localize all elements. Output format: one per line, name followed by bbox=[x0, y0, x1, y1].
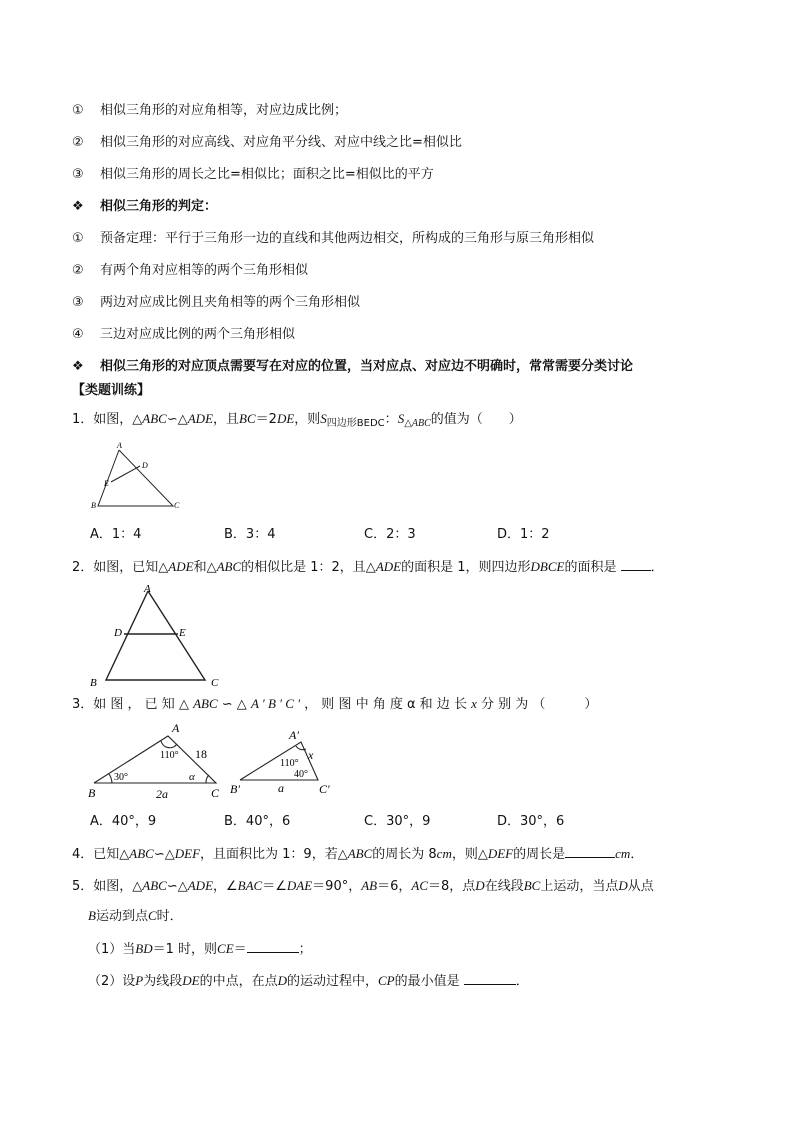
label-E: E bbox=[179, 627, 186, 639]
q-text: 分 别 为 （ ） bbox=[476, 697, 598, 712]
q-math: BC bbox=[239, 411, 256, 426]
note-text: 相似三角形的对应顶点需要写在对应的位置，当对应点、对应边不明确时，常常需要分类讨论 bbox=[100, 359, 634, 374]
q-subscript: △ABC bbox=[404, 418, 431, 429]
side-18: 18 bbox=[195, 747, 207, 761]
q-text: （1）当 bbox=[88, 942, 136, 957]
q-text: 的中点，在点 bbox=[199, 974, 278, 989]
q-text: ＝∠ bbox=[262, 879, 287, 894]
judgement-item-1 bbox=[72, 230, 594, 248]
property-2 bbox=[72, 134, 462, 152]
q-text: ； bbox=[298, 942, 312, 957]
q-text: 的周长是 bbox=[513, 847, 566, 862]
q-math: P bbox=[135, 973, 144, 988]
angle-40: 40° bbox=[294, 769, 308, 780]
q-math: DBCE bbox=[530, 559, 565, 574]
q3-option-d[interactable]: D．30°，6 bbox=[497, 814, 565, 829]
q2-figure bbox=[88, 583, 228, 689]
property-3 bbox=[72, 166, 434, 184]
q-math: ABC bbox=[193, 696, 218, 711]
q-text: 如图，已知△ bbox=[93, 560, 169, 575]
q-math: cm bbox=[436, 846, 452, 861]
q-math: ABC bbox=[216, 559, 242, 574]
answer-blank[interactable] bbox=[464, 972, 516, 985]
q-math: D bbox=[618, 878, 628, 893]
q-math: ABC bbox=[347, 846, 373, 861]
q-math: ADE bbox=[168, 559, 194, 574]
q-text: 已知△ bbox=[93, 847, 130, 862]
label-A: A bbox=[117, 441, 122, 450]
q-text: 在线段 bbox=[484, 879, 524, 894]
q-math: D bbox=[475, 878, 485, 893]
property-text: 相似三角形的对应高线、对应角平分线、对应中线之比=相似比 bbox=[100, 135, 462, 150]
q-text: ＝6， bbox=[377, 879, 412, 894]
marker: ③ bbox=[72, 295, 84, 310]
q-text: 运动到点 bbox=[95, 909, 148, 924]
label-E: E bbox=[104, 479, 109, 488]
label-B: B bbox=[91, 501, 96, 510]
q-text: 如 图 ， 已 知 △ bbox=[93, 697, 194, 712]
q-text: ： bbox=[384, 412, 398, 427]
answer-blank[interactable] bbox=[247, 940, 299, 953]
q-math: CP bbox=[378, 973, 395, 988]
q-text: 的面积是 bbox=[564, 560, 617, 575]
q-math: S bbox=[397, 411, 405, 426]
property-1 bbox=[72, 102, 347, 120]
question-1 bbox=[72, 410, 522, 430]
q-subscript: 四边形BEDC bbox=[326, 418, 385, 429]
q3-figure-1 bbox=[88, 718, 228, 801]
q3-option-a[interactable]: A．40°，9 bbox=[90, 814, 157, 829]
q-text: ∽△ bbox=[153, 847, 175, 862]
q-math: BC bbox=[523, 878, 541, 893]
q-math: ABC bbox=[142, 878, 167, 893]
q-text: ，且 bbox=[213, 412, 240, 427]
question-5-part-1 bbox=[88, 940, 312, 959]
q-text: 的相似比是 1：2，且△ bbox=[241, 560, 376, 575]
property-text: 相似三角形的对应角相等，对应边成比例； bbox=[100, 103, 348, 118]
question-5-line-2 bbox=[88, 907, 183, 926]
label-C-prime: C′ bbox=[319, 782, 330, 796]
q-text: 的面积是 1，则四边形 bbox=[401, 560, 531, 575]
q-math: B bbox=[88, 908, 96, 923]
q-text: 的运动过程中， bbox=[287, 974, 379, 989]
label-D: D bbox=[114, 627, 122, 639]
q-math: CE bbox=[217, 941, 234, 956]
q-text: 如图，△ bbox=[93, 879, 143, 894]
q-math: DE bbox=[182, 973, 200, 988]
question-number: 2． bbox=[72, 560, 94, 575]
judgement-item-3 bbox=[72, 294, 360, 312]
answer-blank[interactable] bbox=[565, 845, 615, 858]
section-title: 【类题训练】 bbox=[72, 383, 151, 398]
q3-option-c[interactable]: C．30°，9 bbox=[364, 814, 431, 829]
q-text: ＝1 时，则 bbox=[152, 942, 218, 957]
q-math: ADE bbox=[375, 559, 402, 574]
q-text: ． bbox=[630, 847, 644, 862]
angle-30: 30° bbox=[114, 772, 128, 783]
question-number: 5． bbox=[72, 879, 94, 894]
q-math: DEF bbox=[174, 846, 201, 861]
judgement-text: 预备定理：平行于三角形一边的直线和其他两边相交，所构成的三角形与原三角形相似 bbox=[100, 231, 595, 246]
property-text: 相似三角形的周长之比=相似比；面积之比=相似比的平方 bbox=[100, 167, 434, 182]
label-C: C bbox=[211, 677, 219, 689]
side-2a: 2a bbox=[156, 787, 168, 801]
angle-110: 110° bbox=[160, 750, 179, 761]
q-math: ADE bbox=[187, 878, 214, 893]
q-math: AC bbox=[411, 878, 429, 893]
q3-figure-2 bbox=[226, 728, 336, 808]
q-math: C bbox=[147, 908, 157, 923]
q-math: cm bbox=[615, 846, 631, 861]
answer-blank[interactable] bbox=[621, 558, 651, 571]
judgement-text: 两边对应成比例且夹角相等的两个三角形相似 bbox=[100, 295, 361, 310]
question-4 bbox=[72, 845, 643, 864]
judgement-text: 有两个角对应相等的两个三角形相似 bbox=[100, 263, 309, 278]
q-math: DEF bbox=[487, 846, 514, 861]
judgement-title: 相似三角形的判定： bbox=[100, 199, 218, 214]
label-C: C bbox=[211, 786, 220, 800]
side-a: a bbox=[278, 781, 284, 795]
q1-option-b[interactable]: B．3：4 bbox=[224, 527, 276, 542]
side-x: x bbox=[308, 748, 314, 762]
marker: ④ bbox=[72, 327, 84, 342]
q-text: ． bbox=[515, 974, 529, 989]
diamond-bullet-icon: ❖ bbox=[72, 199, 84, 214]
q-text: 从点 bbox=[627, 879, 654, 894]
question-5 bbox=[72, 877, 654, 896]
question-3 bbox=[72, 695, 597, 714]
q-math: BD bbox=[135, 941, 153, 956]
q-text: 为线段 bbox=[143, 974, 183, 989]
q-math: DAE bbox=[286, 878, 313, 893]
marker: ① bbox=[72, 103, 84, 118]
q-math: AB bbox=[361, 878, 378, 893]
judgement-item-2 bbox=[72, 262, 308, 280]
q3-option-b[interactable]: B．40°，6 bbox=[224, 814, 291, 829]
question-5-part-2 bbox=[88, 972, 529, 991]
q-text: ，则△ bbox=[451, 847, 488, 862]
q-math: △ABC∽△ADE bbox=[132, 411, 214, 426]
marker: ② bbox=[72, 135, 84, 150]
question-number: 1． bbox=[72, 412, 94, 427]
marker: ① bbox=[72, 231, 84, 246]
q-text: ∽△ bbox=[166, 879, 188, 894]
q-text: ． bbox=[650, 560, 664, 575]
q-math: A ′ B ′ C ′ bbox=[250, 696, 301, 711]
q-math: x bbox=[471, 696, 477, 711]
q-text: ∽ △ bbox=[217, 697, 251, 712]
q-text: ＝2 bbox=[255, 412, 277, 427]
q-math: ABC bbox=[129, 846, 154, 861]
label-A: A bbox=[172, 721, 180, 735]
q-text: 和△ bbox=[193, 560, 217, 575]
judgement-heading bbox=[72, 198, 217, 216]
diamond-bullet-icon: ❖ bbox=[72, 359, 84, 374]
q-text: 的值为（ ） bbox=[430, 412, 522, 427]
q-text: 如图， bbox=[93, 412, 133, 427]
label-D: D bbox=[142, 461, 148, 470]
q-math: D bbox=[277, 973, 287, 988]
q-text: ＝90°， bbox=[312, 879, 362, 894]
q-text: ， 则 图 中 角 度 α 和 边 长 bbox=[300, 697, 472, 712]
q-text: 上运动，当点 bbox=[540, 879, 619, 894]
judgement-item-4 bbox=[72, 326, 295, 344]
q-text: 时． bbox=[156, 909, 183, 924]
q-text: ，∠ bbox=[213, 879, 238, 894]
question-number: 4． bbox=[72, 847, 94, 862]
label-C: C bbox=[174, 501, 180, 510]
q-math: DE bbox=[276, 411, 295, 426]
label-A-prime: A′ bbox=[289, 728, 299, 742]
q-text: ＝ bbox=[233, 942, 247, 957]
q-text: （2）设 bbox=[88, 974, 136, 989]
q-text: ，则 bbox=[294, 412, 321, 427]
angle-110: 110° bbox=[280, 758, 299, 769]
q-math: BAC bbox=[237, 878, 263, 893]
q-text: ＝8，点 bbox=[428, 879, 476, 894]
q-text: 的周长为 8 bbox=[372, 847, 437, 862]
marker: ② bbox=[72, 263, 84, 278]
q-text: ，且面积比为 1：9，若△ bbox=[200, 847, 348, 862]
q-text: 的最小值是 bbox=[394, 974, 460, 989]
q1-option-a[interactable]: A．1：4 bbox=[90, 527, 142, 542]
q1-option-c[interactable]: C．2：3 bbox=[364, 527, 416, 542]
q1-option-d[interactable]: D．1：2 bbox=[497, 527, 550, 542]
q-math: S bbox=[320, 411, 327, 426]
marker: ③ bbox=[72, 167, 84, 182]
label-A: A bbox=[144, 583, 151, 595]
question-number: 3． bbox=[72, 697, 94, 712]
note bbox=[72, 358, 633, 376]
angle-alpha: α bbox=[189, 771, 195, 783]
label-B: B bbox=[90, 677, 97, 689]
judgement-text: 三边对应成比例的两个三角形相似 bbox=[100, 327, 296, 342]
label-B-prime: B′ bbox=[230, 782, 240, 796]
question-2 bbox=[72, 558, 664, 577]
label-B: B bbox=[88, 786, 96, 800]
q1-figure bbox=[88, 442, 188, 512]
